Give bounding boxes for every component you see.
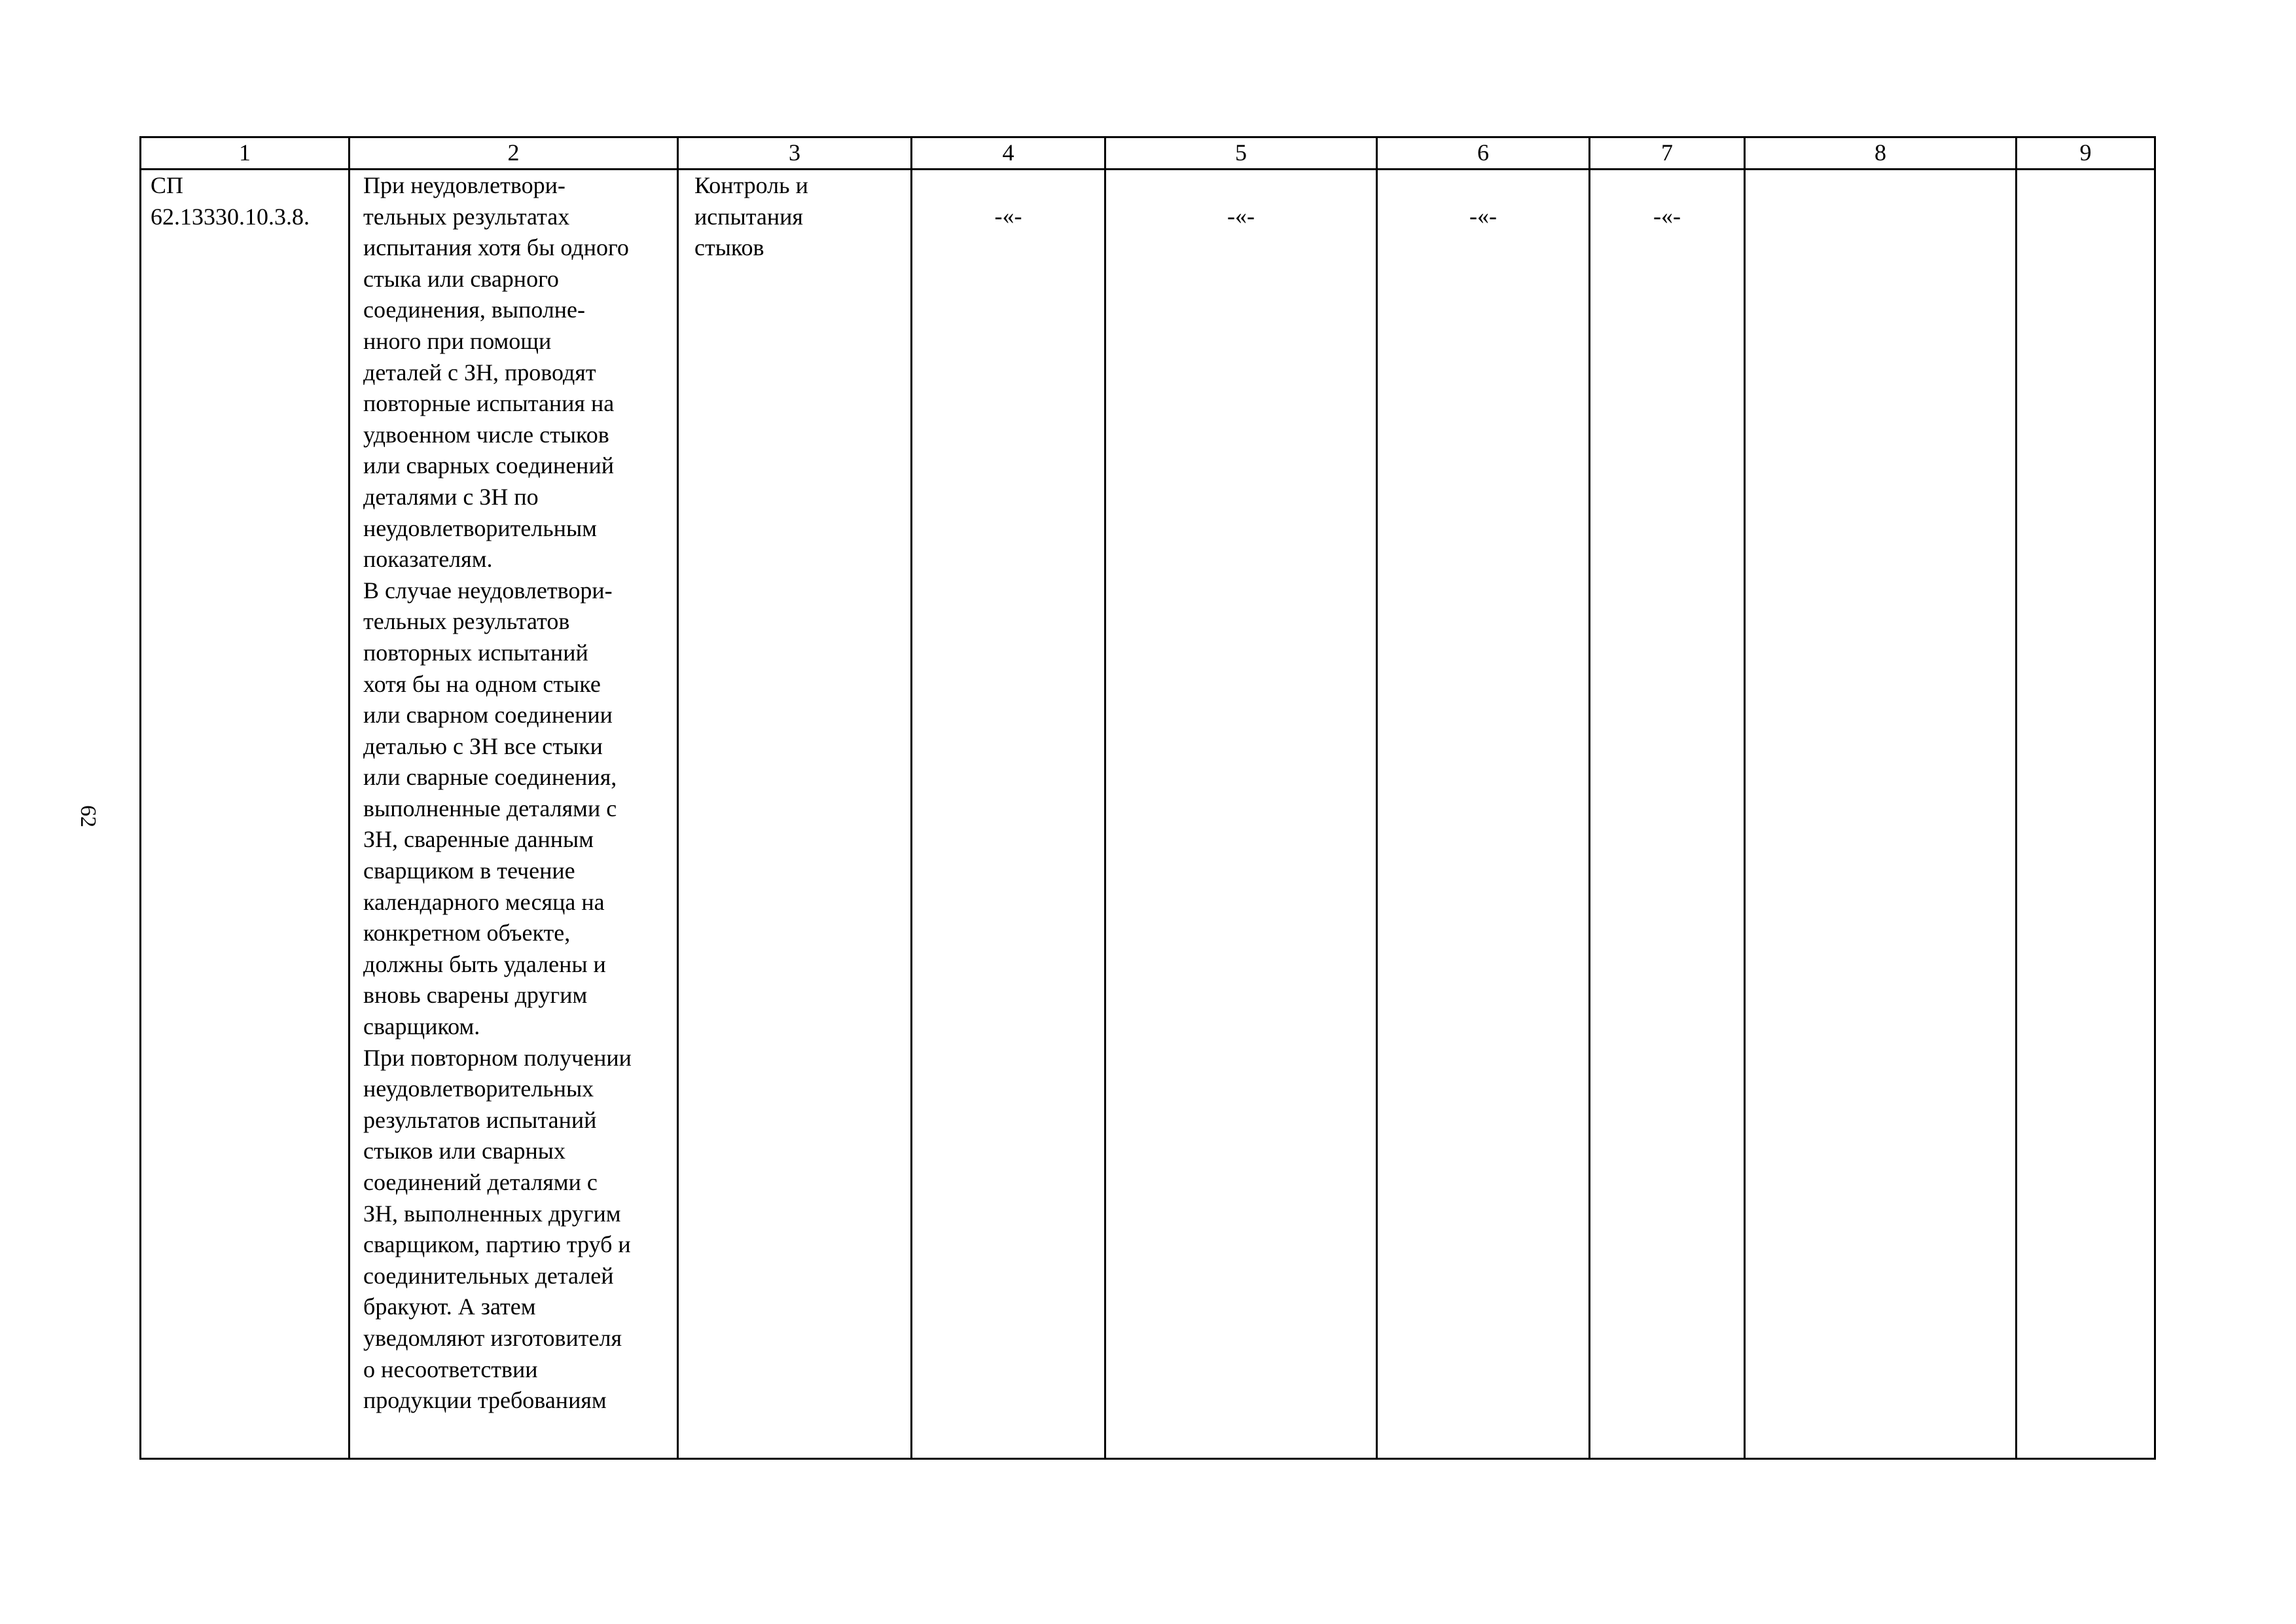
cell-reference	[141, 170, 350, 1459]
cell-col-6	[1377, 170, 1590, 1459]
requirements-table	[139, 136, 2156, 1460]
ditto-mark: -«-	[994, 203, 1022, 229]
ditto-mark: -«-	[1227, 203, 1255, 229]
cell-col-5	[1105, 170, 1377, 1459]
table-row	[141, 170, 2155, 1459]
header-cell-8: 8	[1745, 137, 2017, 170]
header-cell-6: 6	[1377, 137, 1590, 170]
reference-text: СП 62.13330.10.3.8.	[151, 172, 310, 230]
header-cell-3: 3	[678, 137, 912, 170]
header-cell-4: 4	[912, 137, 1105, 170]
header-cell-2: 2	[350, 137, 678, 170]
header-row	[141, 137, 2155, 170]
ditto-mark: -«-	[1469, 203, 1497, 229]
header-cell-9: 9	[2017, 137, 2155, 170]
requirement-text: При неудовлетвори- тельных результатах испытания хотя бы одного стыка или сварного соединения, выполне- нного при помощи деталей с ЗН, проводят повторные испытания на удвоенном числе стыков или сварных соединений деталями с ЗН по неудовлетворительным показателям. В случае неудовлетвори- тельных результатов повторных испытаний хотя бы на одном стыке или сварном соединении деталью с ЗН все стыки или сварные соединения, выполненные деталями с ЗН, сваренные данным сварщиком в течение календарного месяца на конкретном объекте, должны быть удалены и вновь сварены другим сварщиком. При повторном получении неудовлетворительных результатов испытаний стыков или сварных соединений деталями с ЗН, выполненных другим сварщиком, партию труб и соединительных деталей бракуют. А затем уведомляют изготовителя о несоответствии продукции требованиям	[363, 172, 632, 1414]
page-number: 62	[76, 805, 100, 827]
cell-col-4	[912, 170, 1105, 1459]
control-type-text: Контроль и испытания стыков	[694, 172, 808, 261]
cell-col-8	[1745, 170, 2017, 1459]
cell-col-9	[2017, 170, 2155, 1459]
header-cell-5: 5	[1105, 137, 1377, 170]
header-cell-7: 7	[1590, 137, 1745, 170]
cell-requirement	[350, 170, 678, 1459]
header-cell-1: 1	[141, 137, 350, 170]
cell-control-type	[678, 170, 912, 1459]
cell-col-7	[1590, 170, 1745, 1459]
ditto-mark: -«-	[1653, 203, 1681, 229]
